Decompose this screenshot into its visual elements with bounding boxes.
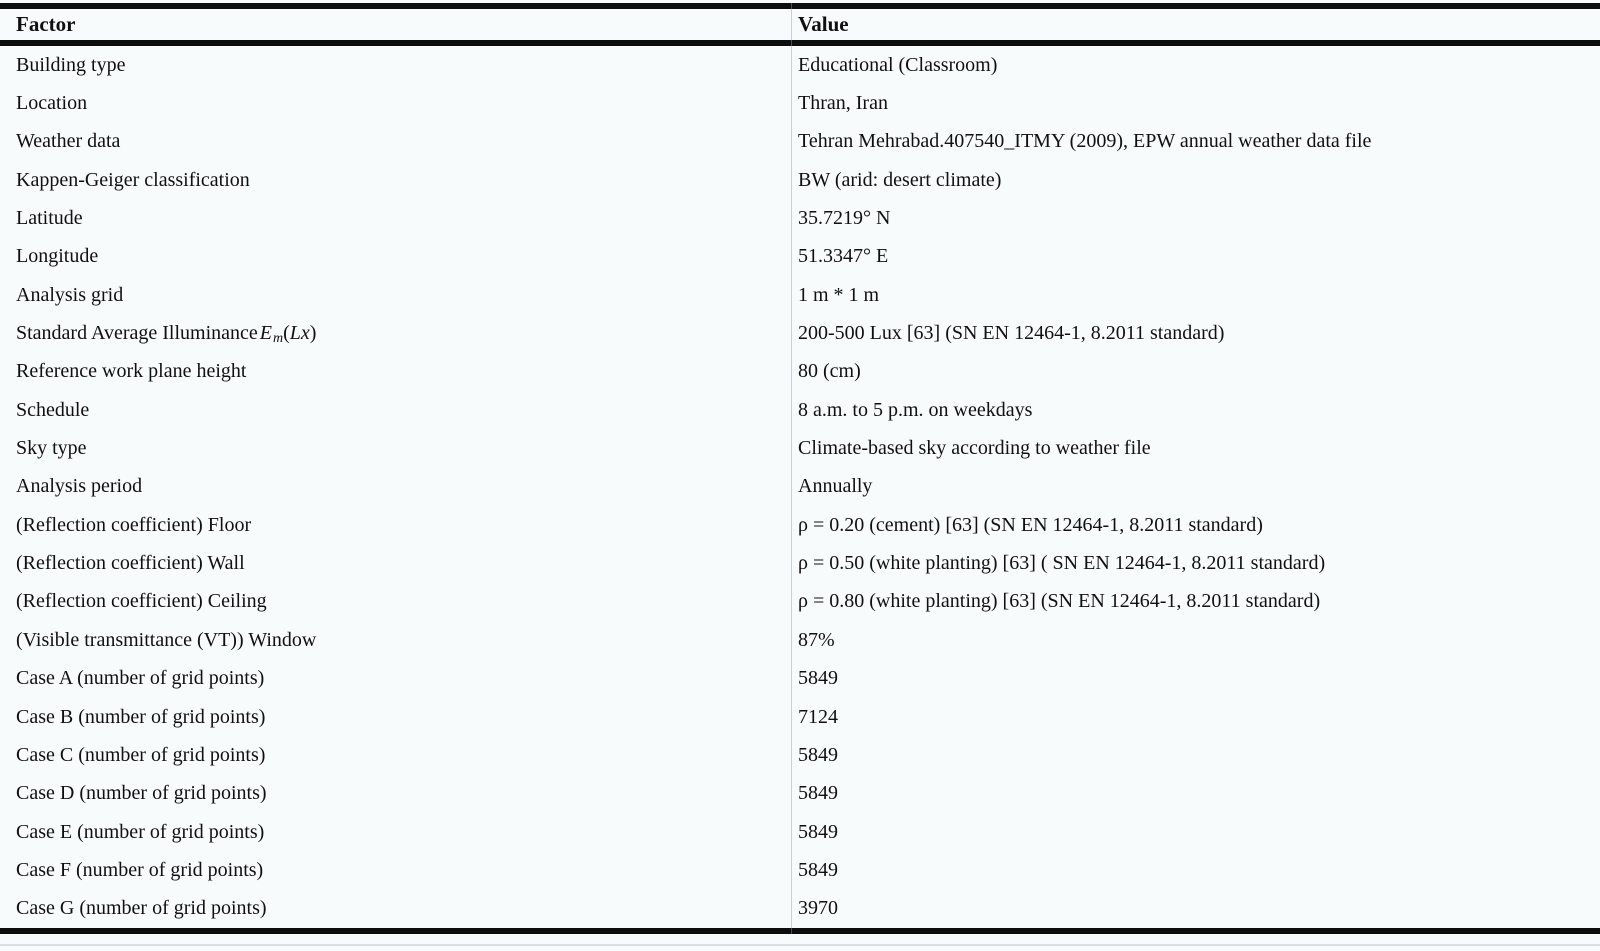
value-cell: 5849 [798,858,838,881]
value-cell: 87% [798,628,835,651]
value-cell: Educational (Classroom) [798,53,998,76]
value-cell: Tehran Mehrabad.407540_ITMY (2009), EPW annual weather data file [798,130,1372,153]
column-header-value: Value [798,11,849,36]
value-cell: Annually [798,475,873,498]
factor-cell: Reference work plane height [16,360,247,383]
factor-cell: Location [16,92,88,115]
value-cell: Climate-based sky according to weather file [798,437,1151,460]
factor-cell: (Reflection coefficient) Floor [16,513,252,536]
table-body [0,46,1600,928]
factor-cell: Standard Average Illuminance E $_m$ (Lx) [16,322,317,346]
factor-cell: Longitude [16,245,99,268]
value-cell: ρ = 0.50 (white planting) [63] ( SN EN 12464-1, 8.2011 standard) [798,552,1326,575]
factor-cell: Case G (number of grid points) [16,897,267,920]
value-cell: 5849 [798,782,838,805]
factor-cell: Case E (number of grid points) [16,820,265,843]
factor-cell: (Visible transmittance (VT)) Window [16,628,317,651]
value-cell: 200-500 Lux [63] (SN EN 12464-1, 8.2011 standard) [798,322,1225,345]
factor-cell: Kappen-Geiger classification [16,168,250,191]
factor-cell: Case A (number of grid points) [16,667,265,690]
factor-cell: Latitude [16,207,83,230]
value-cell: ρ = 0.80 (white planting) [63] (SN EN 12464-1, 8.2011 standard) [798,590,1321,613]
value-cell: 7124 [798,705,838,728]
value-cell: 80 (cm) [798,360,861,383]
value-cell: 3970 [798,897,838,920]
value-cell: 51.3347° E [798,245,889,268]
factor-cell: (Reflection coefficient) Wall [16,552,245,575]
column-header-factor: Factor [16,11,76,36]
factor-cell: Case C (number of grid points) [16,743,266,766]
value-cell: Thran, Iran [798,92,888,115]
factor-cell: Analysis grid [16,283,124,306]
factor-cell: Schedule [16,398,90,421]
factor-cell: Case B (number of grid points) [16,705,266,728]
factor-cell: Building type [16,53,126,76]
table-header-row [0,8,1600,40]
factor-cell: Weather data [16,130,121,153]
value-cell: 5849 [798,743,838,766]
value-cell: ρ = 0.20 (cement) [63] (SN EN 12464-1, 8.2011 standard) [798,513,1263,536]
factor-cell: Analysis period [16,475,143,498]
value-cell: 8 a.m. to 5 p.m. on weekdays [798,398,1033,421]
value-cell: 1 m * 1 m [798,283,880,306]
factor-cell: Case F (number of grid points) [16,858,264,881]
value-cell: 5849 [798,820,838,843]
factor-cell: Case D (number of grid points) [16,782,267,805]
column-divider [791,3,792,934]
value-cell: 5849 [798,667,838,690]
value-cell: 35.7219° N [798,207,891,230]
factor-cell: Sky type [16,437,87,460]
factor-cell: (Reflection coefficient) Ceiling [16,590,267,613]
table-bottom-rule [0,928,1600,934]
table-footer-thin-rule [0,944,1600,946]
value-cell: BW (arid: desert climate) [798,168,1002,191]
